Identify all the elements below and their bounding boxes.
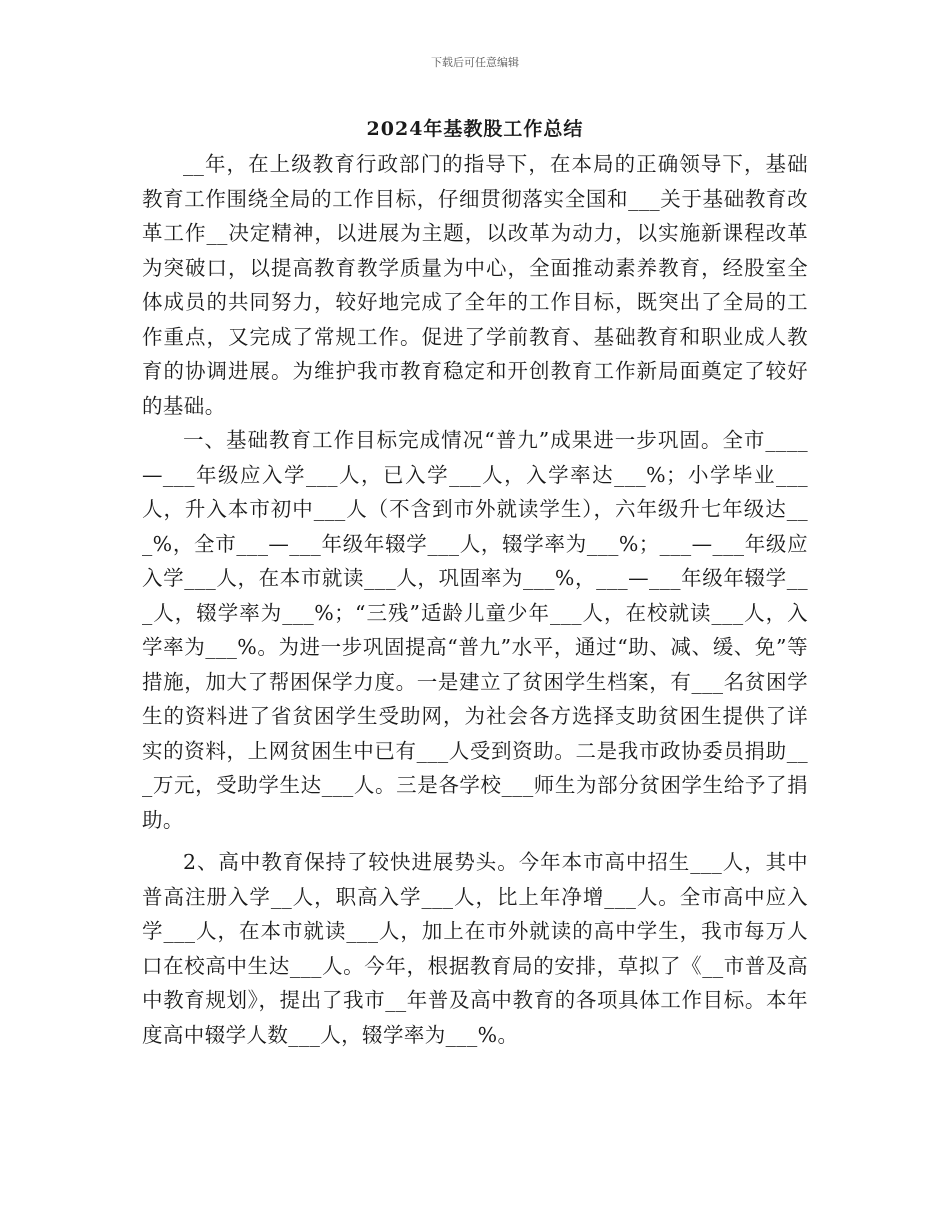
paragraph-high-school: 2、高中教育保持了较快进展势头。今年本市高中招生___人，其中普高注册入学__人，职高入学___人，比上年净增___人。全市高中应入学___人，在本市就读___人，加上在市外就读的高中学生，我市每万人口在校高中生达___人。今年，根据教育局的安排，草拟了《__市普及高中教育规划》，提出了我市__年普及高中教育的各项具体工作目标。本年度高中辍学人数___人，辍学率为___%。 <box>142 850 808 1047</box>
document-title: 2024年基教股工作总结 <box>366 118 584 140</box>
paragraph-basic-education: 一、基础教育工作目标完成情况“普九”成果进一步巩固。全市____—___年级应入学___人，已入学___人，入学率达___%；小学毕业___人，升入本市初中___人（不含到市外就读学生），六年级升七年级达___%，全市___—___年级年辍学___人，辍学率为___%；___—___年级应入学___人，在本市就读___人，巩固率为___%，___—___年级年辍学___人，辍学率为___%；“三残”适龄儿童少年___人，在校就读___人，入学率为___%。为进一步巩固提高“普九”水平，通过“助、减、缓、免”等措施，加大了帮困保学力度。一是建立了贫困学生档案，有___名贫困学生的资料进了省贫困学生受助网，为社会各方选择支助贫困生提供了详实的资料，上网贫困生中已有___人受到资助。二是我市政协委员捐助___万元，受助学生达___人。三是各学校___师生为部分贫困学生给予了捐助。 <box>142 428 808 832</box>
paragraph-intro: __年，在上级教育行政部门的指导下，在本局的正确领导下，基础教育工作围绕全局的工作目标，仔细贯彻落实全国和___关于基础教育改革工作__决定精神，以进展为主题，以改革为动力，以实施新课程改革为突破口，以提高教育教学质量为中心，全面推动素养教育，经股室全体成员的共同努力，较好地完成了全年的工作目标，既突出了全局的工作重点，又完成了常规工作。促进了学前教育、基础教育和职业成人教育的协调进展。为维护我市教育稳定和开创教育工作新局面奠定了较好的基础。 <box>142 152 808 418</box>
document-body <box>142 147 808 1052</box>
page-header-note: 下载后可任意编辑 <box>431 56 519 69</box>
